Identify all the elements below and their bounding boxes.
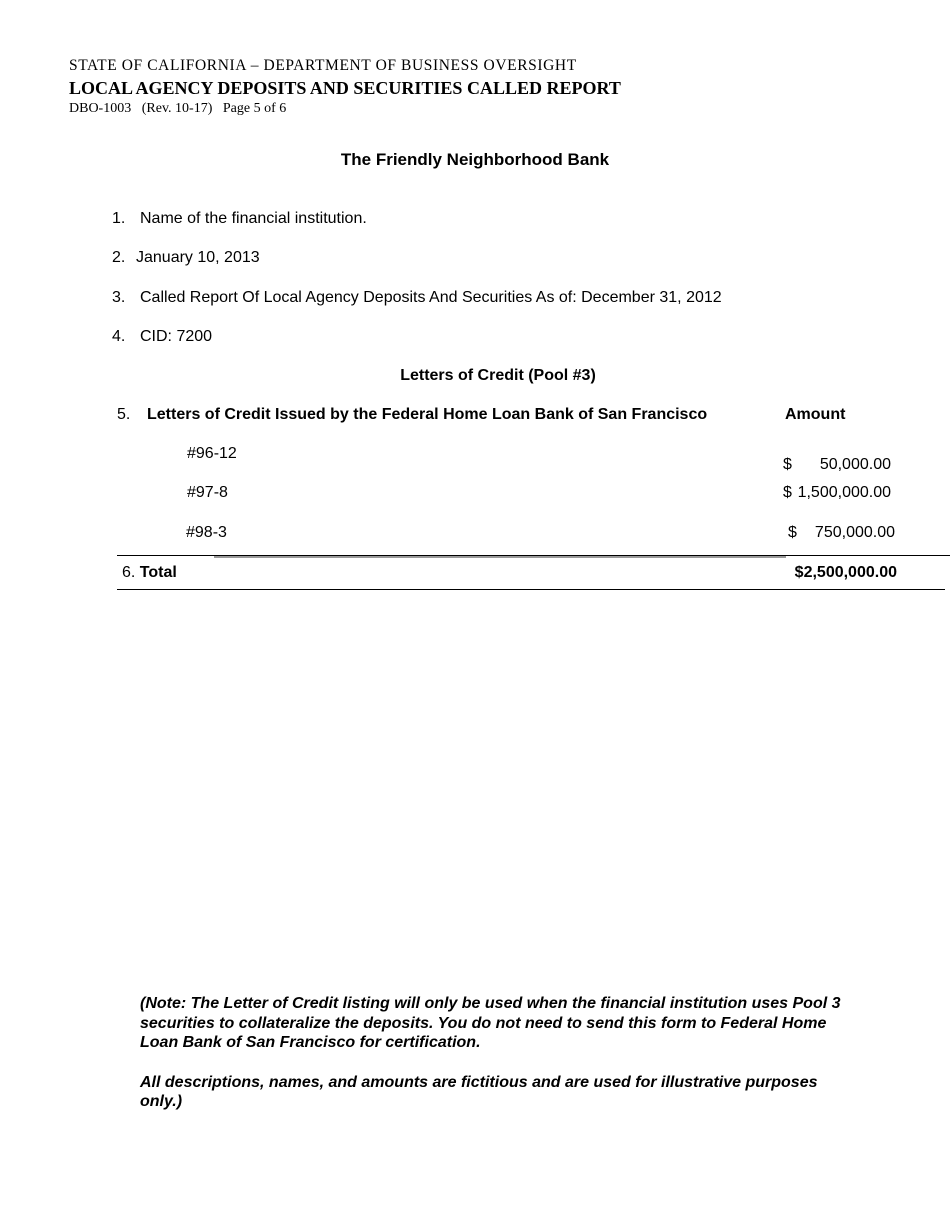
loc-amount: 1,500,000.00 [797,484,891,501]
item-3-text: Called Report Of Local Agency Deposits And Securities As of: December 31, 2012 [140,289,722,306]
loc-currency: $ [783,456,792,473]
loc-currency: $ [783,484,792,501]
loc-id: #98-3 [186,524,227,541]
table-rule-bottom [117,589,945,590]
table-rule-shadow [214,556,786,558]
loc-id: #97-8 [187,484,228,501]
item-3 [112,289,722,307]
item-5-number: 5. [117,406,131,423]
item-1-text: Name of the financial institution. [140,210,367,227]
section-title: Letters of Credit (Pool #3) [400,367,596,384]
item-2-number: 2. [112,249,126,266]
description-header: Letters of Credit Issued by the Federal Home Loan Bank of San Francisco [147,406,708,423]
form-info [69,101,286,117]
loc-currency: $ [788,524,797,541]
form-revision: (Rev. 10-17) [141,101,213,116]
total-row [122,564,177,582]
amount-header: Amount [785,406,846,423]
item-4-text: CID: 7200 [140,328,213,345]
item-3-number: 3. [112,289,126,306]
note-paragraph: (Note: The Letter of Credit listing will only be used when the financial institution uses Pool 3 securities to collateralize the deposits. You do not need to send this form to Federal Home Loan Bank of San Francisco for certification. [140,995,841,1051]
item-4-number: 4. [112,328,126,345]
item-2-text: January 10, 2013 [136,249,260,266]
total-amount: $2,500,000.00 [794,564,897,581]
page-info: Page 5 of 6 [222,101,287,116]
bank-name: The Friendly Neighborhood Bank [340,150,610,169]
form-number: DBO-1003 [69,101,132,116]
total-label: Total [139,564,177,581]
item-2 [112,249,260,267]
loc-id: #96-12 [187,445,237,462]
item-1 [112,210,367,228]
report-title: LOCAL AGENCY DEPOSITS AND SECURITIES CALLED REPORT [69,78,621,98]
table-header-description [117,406,707,424]
item-6-number: 6. [122,564,136,581]
agency-name: STATE OF CALIFORNIA – DEPARTMENT OF BUSINESS OVERSIGHT [69,57,577,74]
item-1-number: 1. [112,210,126,227]
loc-amount: 50,000.00 [819,456,891,473]
loc-amount: 750,000.00 [814,524,895,541]
note-block [140,994,860,1112]
item-4 [112,328,212,346]
note-paragraph: All descriptions, names, and amounts are fictitious and are used for illustrative purposes only.) [140,1073,818,1110]
